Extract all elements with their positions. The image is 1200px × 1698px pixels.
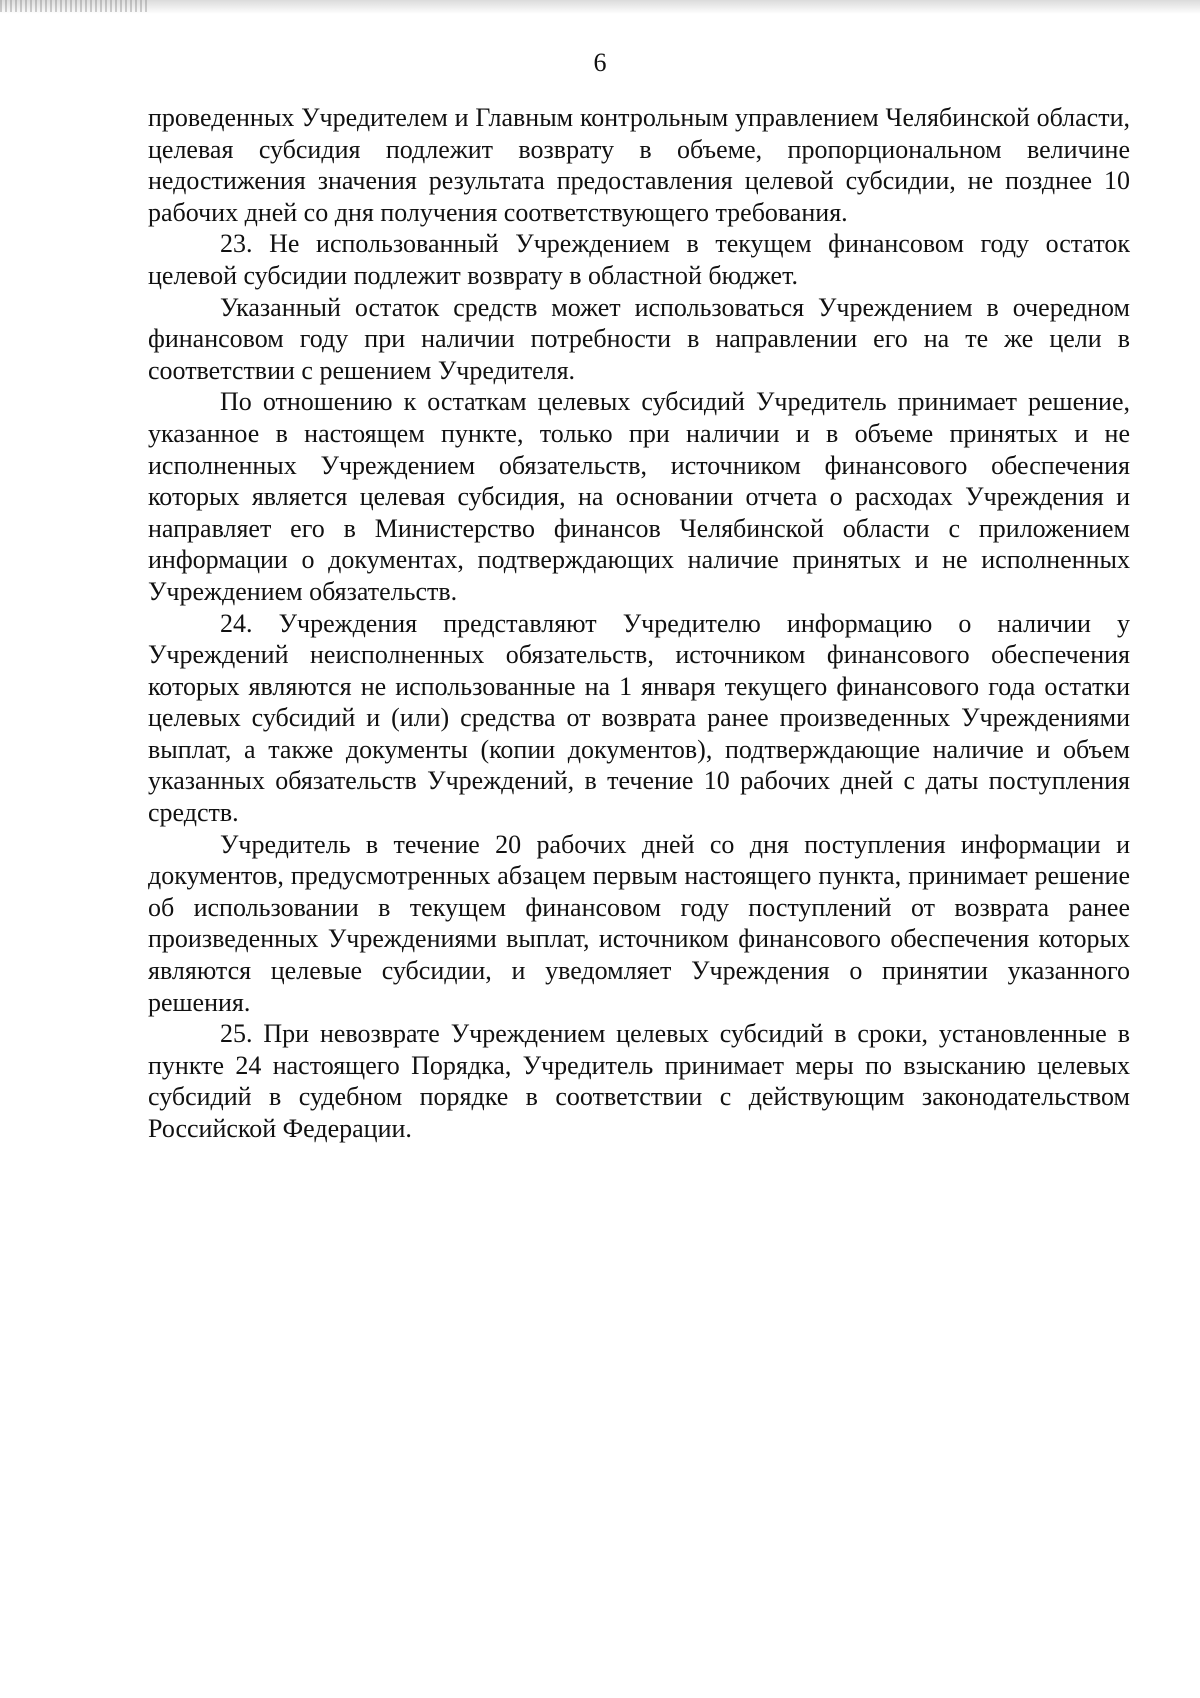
paragraph: По отношению к остаткам целевых субсидий Учредитель принимает решение, указанное в настоящем пункте, только при наличии и в объеме принятых и не исполненных Учреждением обязательств, источником финансового обеспечения которых является целевая субсидия, на основании отчета о расходах Учреждения и направляет его в Министерство финансов Челябинской области с приложением информации о документах, подтверждающих наличие принятых и не исполненных Учреждением обязательств. [148,387,1130,606]
paragraph: Учредитель в течение 20 рабочих дней со дня поступления информации и документов, предусмотренных абзацем первым настоящего пункта, принимает решение об использовании в текущем финансовом году поступлений от возврата ранее произведенных Учреждениями выплат, источником финансового обеспечения которых являются целевые субсидии, и уведомляет Учреждения о принятии указанного решения. [148,829,1130,1017]
scan-noise [0,0,150,12]
scan-edge-shadow [0,0,1200,14]
paragraph-continuation: проведенных Учредителем и Главным контрольным управлением Челябинской области, целевая субсидия подлежит возврату в объеме, пропорциональном величине недостижения значения результата предоставления целевой субсидии, не позднее 10 рабочих дней со дня получения соответствующего требования. [148,103,1130,227]
page-number: 6 [593,48,607,77]
document-body [148,102,1130,1145]
paragraph-item-24: 24. Учреждения представляют Учредителю информацию о наличии у Учреждений неисполненных обязательств, источником финансового обеспечения которых являются не использованные на 1 января текущего финансового года остатки целевых субсидий и (или) средства от возврата ранее произведенных Учреждениями выплат, а также документы (копии документов), подтверждающие наличие и объем указанных обязательств Учреждений, в течение 10 рабочих дней с даты поступления средств. [148,608,1130,828]
paragraph: Указанный остаток средств может использоваться Учреждением в очередном финансовом году при наличии потребности в направлении его на те же цели в соответствии с решением Учредителя. [148,292,1130,385]
paragraph-item-23: 23. Не использованный Учреждением в текущем финансовом году остаток целевой субсидии подлежит возврату в областной бюджет. [148,229,1130,290]
paragraph-item-25: 25. При невозврате Учреждением целевых субсидий в сроки, установленные в пункте 24 настоящего Порядка, Учредитель принимает меры по взысканию целевых субсидий в судебном порядке в соответствии с действующим законодательством Российской Федерации. [148,1019,1130,1143]
